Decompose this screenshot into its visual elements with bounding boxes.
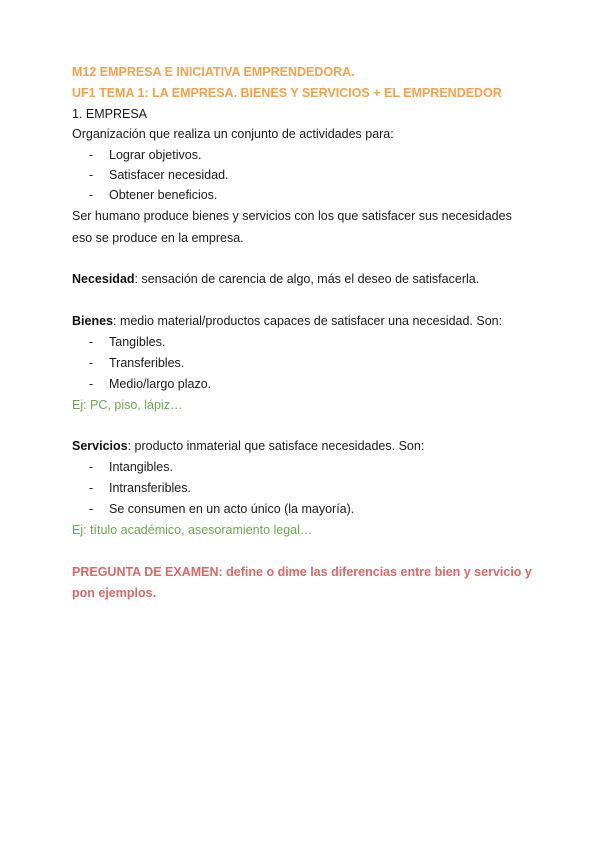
section-title: 1. EMPRESA — [72, 107, 148, 121]
bullet-dash: - — [89, 188, 94, 202]
list-item-text: Satisfacer necesidad. — [109, 168, 229, 182]
module-heading: M12 EMPRESA E INICIATIVA EMPRENDEDORA. — [72, 65, 355, 79]
term-servicios: Servicios — [72, 439, 128, 453]
bienes-definition — [72, 313, 502, 329]
bullet-dash: - — [89, 460, 94, 474]
bullet-dash: - — [89, 377, 94, 391]
bienes-text: : medio material/productos capaces de satisfacer una necesidad. Son: — [113, 314, 503, 328]
servicios-text: : producto inmaterial que satisface necesidades. Son: — [127, 439, 425, 453]
bullet-dash: - — [89, 148, 94, 162]
bullet-dash: - — [89, 481, 94, 495]
list-item-text: Lograr objetivos. — [109, 148, 202, 162]
bullet-dash: - — [89, 356, 94, 370]
servicios-example: Ej: título académico, asesoramiento legal… — [72, 523, 313, 537]
term-necesidad: Necesidad — [72, 272, 135, 286]
exam-question-line: PREGUNTA DE EXAMEN: define o dime las diferencias entre bien y servicio y — [72, 565, 532, 579]
term-bienes: Bienes — [72, 314, 113, 328]
empresa-definition: Organización que realiza un conjunto de actividades para: — [72, 127, 394, 141]
list-item-text: Intangibles. — [109, 460, 173, 474]
bullet-dash: - — [89, 335, 94, 349]
list-item-text: Intransferibles. — [109, 481, 191, 495]
list-item-text: Obtener beneficios. — [109, 188, 218, 202]
list-item-text: Se consumen en un acto único (la mayoría). — [109, 502, 355, 516]
bullet-dash: - — [89, 502, 94, 516]
necesidad-text: : sensación de carencia de algo, más el deseo de satisfacerla. — [134, 272, 480, 286]
list-item-text: Transferibles. — [109, 356, 185, 370]
bienes-example: Ej: PC, piso, lápiz… — [72, 398, 183, 412]
necesidad-definition — [72, 271, 479, 287]
bullet-dash: - — [89, 168, 94, 182]
list-item-text: Medio/largo plazo. — [109, 377, 212, 391]
list-item-text: Tangibles. — [109, 335, 166, 349]
paragraph-line: eso se produce en la empresa. — [72, 231, 244, 245]
topic-heading: UF1 TEMA 1: LA EMPRESA. BIENES Y SERVICIOS + EL EMPRENDEDOR — [72, 86, 502, 100]
exam-question-line: pon ejemplos. — [72, 586, 157, 600]
paragraph-line: Ser humano produce bienes y servicios con los que satisfacer sus necesidades — [72, 209, 512, 223]
servicios-definition — [72, 438, 424, 454]
